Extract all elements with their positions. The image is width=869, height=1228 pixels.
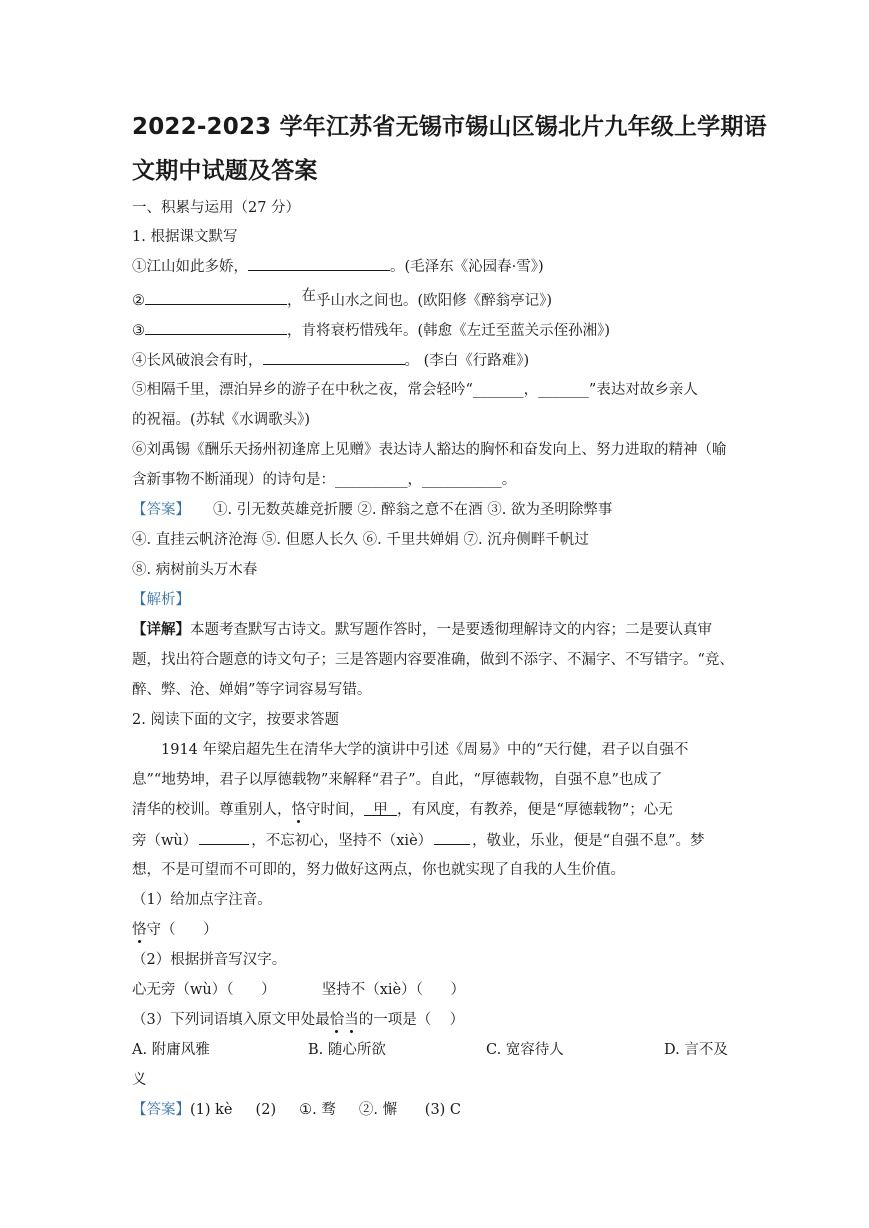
question-1-answer (132, 500, 612, 520)
passage-text: ，敬业，乐业，便是“自强不息”。梦 (472, 833, 705, 849)
option-d: D. 言不及 (664, 1042, 728, 1058)
option-b: B. 随心所欲 (308, 1042, 386, 1058)
detail-line-1 (132, 620, 712, 640)
answer-blank (145, 290, 287, 305)
item-text: 守（ ） (146, 922, 218, 938)
item-text: 在 (301, 288, 316, 304)
question-1-item-5: ⑤相隔千里，漂泊异乡的游子在中秋之夜，常会轻吟“_______，_______”表达对故乡亲人 (132, 382, 698, 398)
sub-question-3 (132, 1010, 464, 1030)
question-1-item-6: ⑥刘禹锡《酬乐天扬州初逢席上见赠》表达诗人豁达的胸怀和奋发向上、努力进取的精神（喻 (132, 442, 727, 458)
blank-marker-jia: 甲 (364, 802, 397, 818)
option-d-cont: 义 (132, 1072, 147, 1088)
document-title-line-2: 文期中试题及答案 (132, 158, 318, 184)
answer-tag: 【答案】 (132, 502, 190, 518)
passage-text: 清华的校训。尊重别人， (132, 802, 292, 818)
detail-tag: 【详解】 (132, 621, 190, 638)
item-text: 的一项是（ ） (358, 1012, 465, 1028)
passage-text: 旁（wù） (132, 833, 198, 849)
question-2-answer (132, 1100, 461, 1120)
item-text: 。 (李白《行路难》) (404, 353, 530, 369)
passage-text: ，有风度，有教养，便是“厚德载物”；心无 (396, 802, 673, 818)
answer-blank (199, 830, 249, 845)
passage-line-1: 1914 年梁启超先生在清华大学的演讲中引述《周易》中的“天行健，君子以自强不 (161, 742, 689, 758)
passage-text: 守时间， (306, 802, 364, 818)
item-text: ①江山如此多娇， (132, 259, 248, 275)
detail-text: 本题考查默写古诗文。默写题作答时，一是要透彻理解诗文的内容；二是要认真审 (190, 622, 712, 638)
question-1-item-6-cont: 含新事物不断涌现）的诗句是：__________，___________。 (132, 472, 517, 488)
question-1-answer-cont-2: ⑧. 病树前头万木春 (132, 562, 258, 578)
question-1-answer-cont: ④. 直挂云帆济沧海 ⑤. 但愿人长久 ⑥. 千里共婵娟 ⑦. 沉舟侧畔千帆过 (132, 532, 589, 548)
answer-blank (248, 256, 390, 271)
item-text: （3）下列词语填入原文甲处最 (132, 1012, 330, 1028)
dotted-character: 恪 (132, 922, 147, 938)
question-1-item-1 (132, 256, 544, 277)
detail-line-3: 醉、弊、沧、婵娟”等字词容易写错。 (132, 682, 372, 698)
analysis-tag: 【解析】 (132, 592, 190, 608)
item-text: ，肯将衰朽惜残年。(韩愈《左迁至蓝关示侄孙湘》) (287, 323, 611, 339)
section-heading: 一、积累与运用（27 分） (132, 200, 301, 216)
passage-line-2: 息”“地势坤，君子以厚德载物”来解释“君子”。自此，“厚德载物，自强不息”也成了 (132, 772, 663, 788)
passage-line-3 (132, 800, 673, 820)
question-1-item-4 (132, 350, 529, 371)
sub-question-1-item (132, 920, 218, 940)
answer-blank (263, 350, 405, 365)
item-text: 乎山水之间也。(欧阳修《醉翁亭记》) (316, 293, 553, 309)
question-1-item-2 (132, 290, 552, 311)
detail-line-2: 题，找出符合题意的诗文句子；三是答题内容要准确，做到不添字、不漏字、不写错字。“竞、 (132, 652, 734, 668)
sub-question-1: （1）给加点字注音。 (132, 892, 272, 908)
answer-text: (1) kè (2) ①. 骛 ②. 懈 (3) C (190, 1102, 462, 1118)
question-1-item-3 (132, 320, 610, 341)
question-1-heading: 1. 根据课文默写 (132, 229, 238, 245)
answer-tag: 【答案】 (132, 1102, 190, 1118)
answer-blank (434, 830, 470, 845)
item-text: ④长风破浪会有时， (132, 353, 263, 369)
option-c: C. 宽容待人 (486, 1042, 564, 1058)
sub-question-2-items: 心无旁（wù）（ ） 坚持不（xiè）（ ） (132, 982, 466, 998)
item-text: ③ (132, 323, 145, 339)
dotted-character: 恰 (329, 1012, 345, 1028)
passage-line-5: 想，不是可望而不可即的，努力做好这两点，你也就实现了自我的人生价值。 (132, 862, 625, 878)
dotted-character: 恪 (291, 802, 306, 818)
answer-text: ①. 引无数英雄竞折腰 ②. 醉翁之意不在酒 ③. 欲为圣明除弊事 (213, 502, 613, 518)
option-a: A. 附庸风雅 (132, 1042, 210, 1058)
document-title-line-1: 2022-2023 学年江苏省无锡市锡山区锡北片九年级上学期语 (132, 114, 767, 140)
sub-question-2: （2）根据拼音写汉字。 (132, 952, 287, 968)
item-text: 。(毛泽东《沁园春·雪》) (390, 259, 544, 275)
question-2-heading: 2. 阅读下面的文字，按要求答题 (132, 712, 339, 728)
answer-blank (145, 320, 287, 335)
item-text: ， (287, 293, 302, 309)
item-text: ② (132, 293, 145, 309)
dotted-character: 当 (344, 1012, 359, 1028)
passage-text: ，不忘初心，坚持不（xiè） (251, 833, 433, 849)
passage-line-4 (132, 830, 704, 851)
question-1-item-5-cont: 的祝福。(苏轼《水调歌头》) (132, 412, 311, 428)
